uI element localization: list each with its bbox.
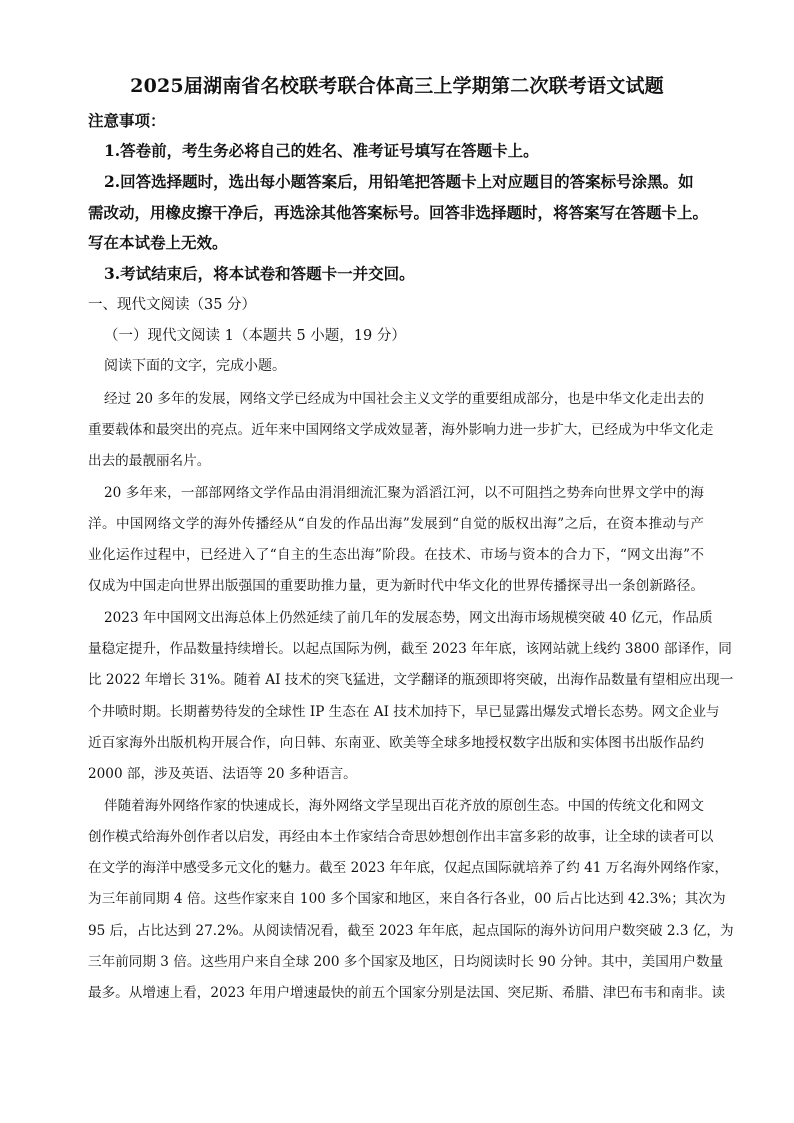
notice-item-3: 3.考试结束后，将本试卷和答题卡一并交回。 bbox=[104, 264, 415, 283]
notice-item-1: 1.答卷前，考生务必将自己的姓名、准考证号填写在答题卡上。 bbox=[104, 141, 539, 160]
passage-line-1: 经过 20 多年的发展，网络文学已经成为中国社会主义文学的重要组成部分，也是中华文化走出去的 bbox=[104, 391, 704, 407]
passage-line-16: 在文学的海洋中感受多元文化的魅力。截至 2023 年年底，仅起点国际就培养了约 41 万名海外网络作家， bbox=[88, 860, 729, 876]
passage-line-7: 仅成为中国走向世界出版强国的重要助推力量，更为新时代中华文化的世界传播探寻出一条创新路径。 bbox=[88, 578, 704, 594]
passage-line-3: 出去的最靓丽名片。 bbox=[88, 453, 211, 469]
passage-line-15: 创作模式给海外创作者以启发，再经由本土作家结合奇思妙想创作出丰富多彩的故事，让全球的读者可以 bbox=[88, 829, 714, 845]
passage-line-10: 比 2022 年增长 31%。随着 AI 技术的突飞猛进，文学翻译的瓶颈即将突破，出海作品数量有望相应出现一 bbox=[88, 672, 734, 688]
passage-line-8: 2023 年中国网文出海总体上仍然延续了前几年的发展态势，网文出海市场规模突破 40 亿元，作品质 bbox=[104, 610, 713, 626]
passage-line-13: 2000 部，涉及英语、法语等 20 多种语言。 bbox=[88, 766, 357, 782]
passage-line-9: 量稳定提升，作品数量持续增长。以起点国际为例，截至 2023 年年底，该网站就上线约 3800 部译作，同 bbox=[88, 641, 732, 657]
passage-line-5: 洋。中国网络文学的海外传播经从“自发的作品出海”发展到“自觉的版权出海”之后，在资本推动与产 bbox=[88, 516, 704, 532]
notice-heading: 注意事项： bbox=[88, 111, 166, 130]
passage-line-17: 为三年前同期 4 倍。这些作家来自 100 多个国家和地区，来自各行各业，00 后占比达到 42.3%；其次为 bbox=[88, 891, 726, 907]
notice-item-2-line-3: 写在本试卷上无效。 bbox=[88, 233, 228, 252]
passage-line-2: 重要载体和最突出的亮点。近年来中国网络文学成效显著，海外影响力进一步扩大，已经成为中华文化走 bbox=[88, 422, 714, 438]
passage-line-11: 个井喷时期。长期蓄势待发的全球性 IP 生态在 AI 技术加持下，早已显露出爆发式增长态势。网文企业与 bbox=[88, 704, 720, 720]
passage-line-20: 最多。从增速上看，2023 年用户增速最快的前五个国家分别是法国、突尼斯、希腊、津巴布韦和南非。读 bbox=[88, 985, 726, 1001]
passage-line-6: 业化运作过程中，已经进入了“自主的生态出海”阶段。在技术、市场与资本的合力下，“网文出海”不 bbox=[88, 547, 704, 563]
passage-line-12: 近百家海外出版机构开展合作，向日韩、东南亚、欧美等全球多地授权数字出版和实体图书出版作品约 bbox=[88, 735, 704, 751]
subsection-heading: （一）现代文阅读 1（本题共 5 小题，19 分） bbox=[104, 328, 406, 344]
section-heading: 一、现代文阅读（35 分） bbox=[88, 297, 257, 313]
passage-line-18: 95 后，占比达到 27.2%。从阅读情况看，截至 2023 年年底，起点国际的海外访问用户数突破 2.3 亿，为 bbox=[88, 923, 734, 939]
passage-line-19: 三年前同期 3 倍。这些用户来自全球 200 多个国家及地区，日均阅读时长 90 分钟。其中，美国用户数量 bbox=[88, 954, 724, 970]
exam-title: 2025届湖南省名校联考联合体高三上学期第二次联考语文试题 bbox=[130, 75, 664, 97]
reading-instruction: 阅读下面的文字，完成小题。 bbox=[104, 358, 286, 374]
notice-item-2-line-1: 2.回答选择题时，选出每小题答案后，用铅笔把答题卡上对应题目的答案标号涂黑。如 bbox=[104, 172, 694, 191]
passage-line-14: 伴随着海外网络作家的快速成长，海外网络文学呈现出百花齐放的原创生态。中国的传统文化和网文 bbox=[104, 798, 704, 814]
notice-item-2-line-2: 需改动，用橡皮擦干净后，再选涂其他答案标号。回答非选择题时，将答案写在答题卡上。 bbox=[88, 203, 709, 222]
passage-line-4: 20 多年来，一部部网络文学作品由涓涓细流汇聚为滔滔江河，以不可阻挡之势奔向世界文学中的海 bbox=[104, 485, 704, 501]
